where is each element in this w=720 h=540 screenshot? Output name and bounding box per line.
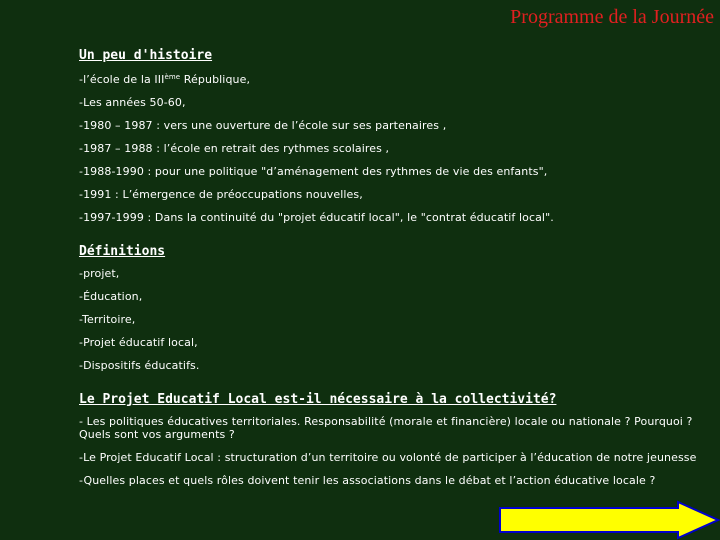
list-item: -Le Projet Educatif Local : structuration d’un territoire ou volonté de participer à l’éducation de notre jeunesse	[79, 451, 697, 464]
arrow-right-shape[interactable]	[500, 502, 718, 538]
list-item: -Dispositifs éducatifs.	[79, 359, 200, 372]
list-item: -1988-1990 : pour une politique "d’aménagement des rythmes de vie des enfants",	[79, 165, 548, 178]
pel-question-list	[79, 415, 709, 487]
list-item: -1997-1999 : Dans la continuité du "projet éducatif local", le "contrat éducatif local".	[79, 211, 554, 224]
section-definitions	[79, 243, 709, 372]
list-item-text: -l’école de la III	[79, 73, 165, 86]
slide-content	[79, 47, 709, 487]
list-item-text: République,	[180, 73, 251, 86]
list-item: -Éducation,	[79, 290, 143, 303]
list-item: -1980 – 1987 : vers une ouverture de l’école sur ses partenaires ,	[79, 119, 447, 132]
list-item: -1987 – 1988 : l’école en retrait des rythmes scolaires ,	[79, 142, 390, 155]
definitions-list	[79, 267, 709, 372]
list-item: -Territoire,	[79, 313, 136, 326]
list-item: - Les politiques éducatives territoriales. Responsabilité (morale et financière) locale ou nationale ? Pourquoi ? Quels sont vos arguments ?	[79, 415, 693, 441]
section-history	[79, 47, 709, 224]
list-item: -projet,	[79, 267, 120, 280]
list-item: -Les années 50-60,	[79, 96, 186, 109]
list-item	[79, 71, 709, 86]
history-list	[79, 71, 709, 224]
section-heading-history: Un peu d'histoire	[79, 48, 213, 63]
list-item: -Quelles places et quels rôles doivent tenir les associations dans le débat et l’action éducative locale ?	[79, 474, 656, 487]
superscript-text: ème	[164, 73, 181, 81]
list-item: -1991 : L’émergence de préoccupations nouvelles,	[79, 188, 363, 201]
list-item: -Projet éducatif local,	[79, 336, 198, 349]
section-heading-pel-question: Le Projet Educatif Local est-il nécessaire à la collectivité?	[79, 392, 557, 407]
section-heading-definitions: Définitions	[79, 244, 166, 259]
arrow-right-icon[interactable]	[498, 500, 720, 540]
section-pel-question	[79, 391, 709, 487]
slide-title: Programme de la Journée	[510, 6, 714, 28]
